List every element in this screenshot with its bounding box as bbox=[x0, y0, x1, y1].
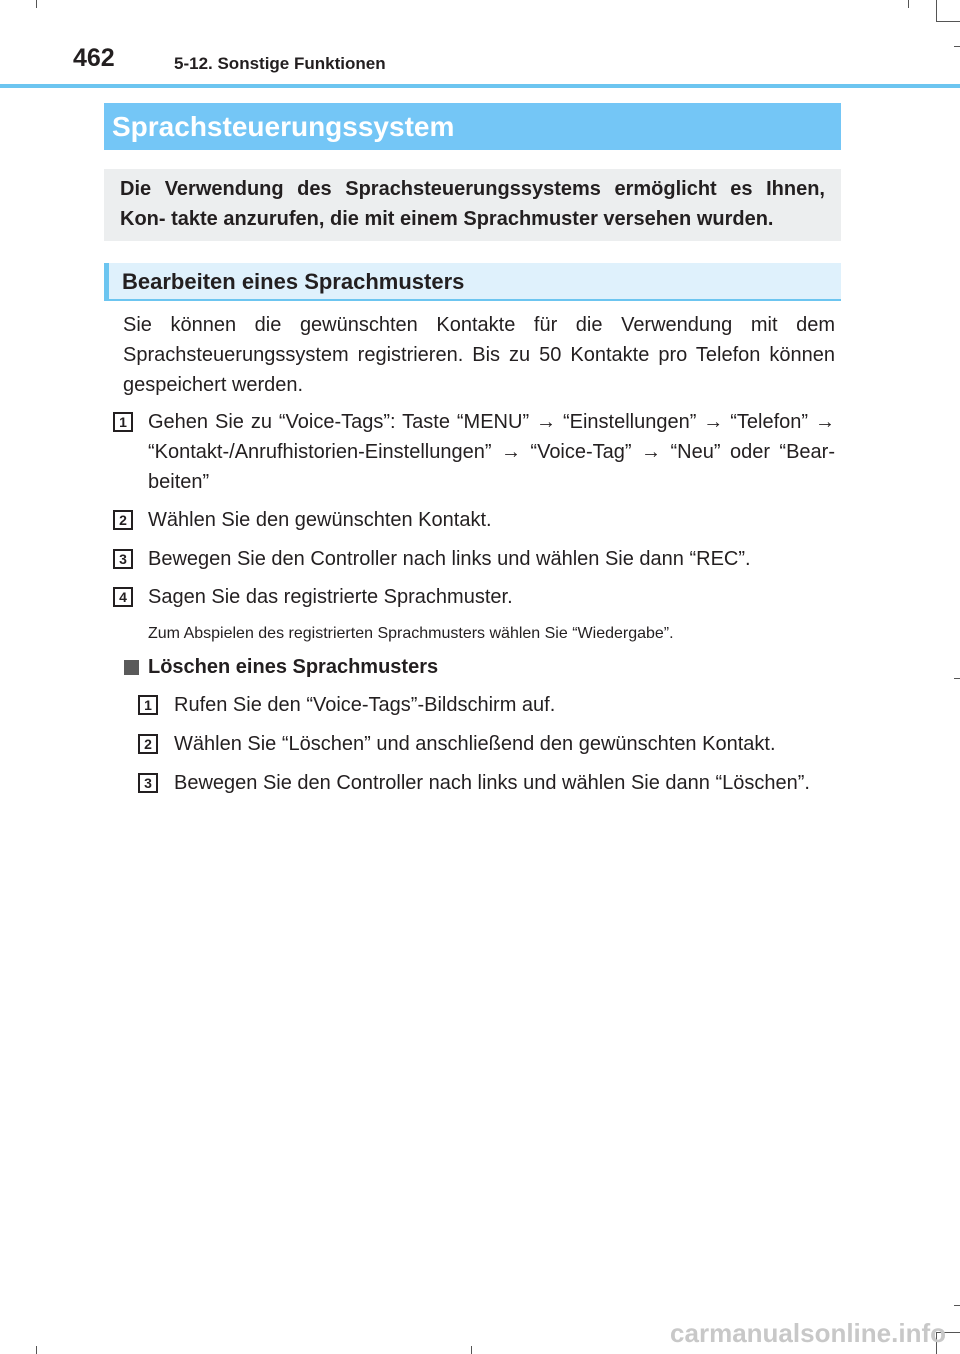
step-number: 1 bbox=[113, 412, 133, 432]
note-text: Zum Abspielen des registrierten Sprachmusters wählen Sie “Wiedergabe”. bbox=[148, 625, 674, 642]
crop-mark bbox=[936, 0, 937, 22]
page-title: Sprachsteuerungssystem bbox=[104, 103, 841, 150]
intro-box: Die Verwendung des Sprachsteuerungssystems ermöglicht es Ihnen, Kon- takte anzurufen, die mit einem Sprachmuster versehen wurden. bbox=[104, 169, 841, 241]
crop-mark bbox=[954, 46, 960, 47]
step-text: Wählen Sie den gewünschten Kontakt. bbox=[148, 509, 492, 531]
page-number: 462 bbox=[73, 44, 115, 72]
step-number: 3 bbox=[138, 773, 158, 793]
section-title: 5-12. Sonstige Funktionen bbox=[174, 54, 386, 73]
crop-mark bbox=[954, 678, 960, 679]
step-number: 4 bbox=[113, 587, 133, 607]
step-text: Sagen Sie das registrierte Sprachmuster. bbox=[148, 586, 513, 608]
crop-mark bbox=[908, 0, 909, 8]
step-text: Bewegen Sie den Controller nach links und wählen Sie dann “REC”. bbox=[148, 548, 751, 570]
step-number: 2 bbox=[113, 510, 133, 530]
square-bullet-icon bbox=[124, 660, 139, 675]
description-paragraph: Sie können die gewünschten Kontakte für die Verwendung mit dem Sprachsteuerungssystem registrieren. Bis zu 50 Kontakte pro Telefon können gespeichert werden. bbox=[123, 314, 835, 396]
header-divider bbox=[0, 84, 960, 88]
crop-mark bbox=[936, 21, 960, 22]
step-text: Bewegen Sie den Controller nach links und wählen Sie dann “Löschen”. bbox=[174, 772, 810, 794]
step-text: Wählen Sie “Löschen” und anschließend den gewünschten Kontakt. bbox=[174, 733, 776, 755]
watermark: carmanualsonline.info bbox=[670, 1318, 946, 1348]
crop-mark bbox=[471, 1346, 472, 1354]
subsection-heading: Bearbeiten eines Sprachmusters bbox=[104, 263, 841, 301]
step-text: Rufen Sie den “Voice-Tags”-Bildschirm auf. bbox=[174, 694, 556, 716]
crop-mark bbox=[36, 0, 37, 8]
step-text: Gehen Sie zu “Voice-Tags”: Taste “MENU” → “Einstellungen” → “Telefon” → “Kontakt-/Anrufhistorien-Einstellungen” → “Voice-Tag” → “Neu” oder “Bear- beiten” bbox=[148, 411, 835, 493]
step-number: 1 bbox=[138, 695, 158, 715]
delete-heading: Löschen eines Sprachmusters bbox=[148, 656, 439, 678]
step-number: 3 bbox=[113, 549, 133, 569]
crop-mark bbox=[36, 1346, 37, 1354]
step-number: 2 bbox=[138, 734, 158, 754]
crop-mark bbox=[954, 1305, 960, 1306]
